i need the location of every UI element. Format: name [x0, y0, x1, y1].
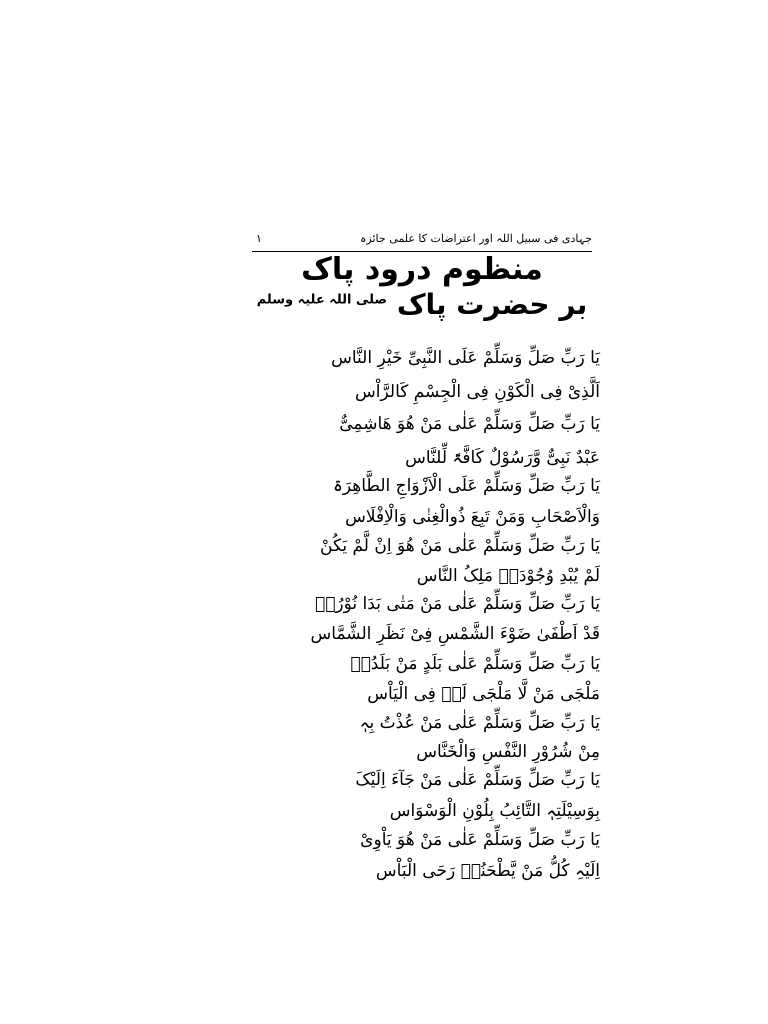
verse-line: یَا رَبِّ صَلِّ وَسَلِّمْ عَلٰی بَلَدٍ مَنْ بَلَدُہٗ [350, 654, 600, 674]
running-header-title: جہادی فی سبیل اللہ اور اعتراضات کا علمی جائزہ [359, 232, 592, 245]
verse-line: لَمْ یُبْدِ وُجُوْدَہٗ مَلِکُ النَّاس [416, 566, 600, 586]
running-header [252, 232, 592, 252]
verse-line: یَا رَبِّ صَلِّ وَسَلِّمْ عَلٰی مَنْ ھُوَ یَاْوِیْ [360, 830, 600, 850]
verse-line: اِلَیْہِ کُلُّ مَنْ یَّطْحَنُہٗ رَحَی الْبَاْس [375, 861, 600, 881]
verse-line: یَا رَبِّ صَلِّ وَسَلِّمْ عَلَی النَّبِیِّ خَیْرِ النَّاس [331, 348, 600, 368]
honorific-text: صلی اللہ علیہ وسلم [256, 292, 388, 308]
verse-line: بِوَسِیْلَتِہٖ التَّائِبُ بِلُوْنِ الْوَسْوَاس [389, 801, 600, 821]
page-title: منظوم درود پاک [301, 252, 543, 287]
verse-line: اَلَّذِیْ فِی الْکَوْنِ فِی الْجِسْمِ کَالرَّاْس [355, 382, 600, 402]
page-number: ۱ [256, 232, 262, 245]
verse-line: مَلْجَی مَنْ لَّا مَلْجَی لَہٗ فِی الْیَاْس [367, 684, 600, 704]
verse-line: مِنْ شُرُوْرِ النَّفْسِ وَالْخَنَّاس [416, 742, 600, 762]
verse-line: وَالْاَصْحَابِ وَمَنْ تَبِعَ ذُوالْغِنٰی وَالْاِفْلَاس [345, 507, 600, 527]
verse-line: یَا رَبِّ صَلِّ وَسَلِّمْ عَلَی الْاَزْوَاجِ الطَّاھِرَۃ [332, 476, 600, 496]
verse-line: یَا رَبِّ صَلِّ وَسَلِّمْ عَلٰی مَنْ ھُوَ ھَاشِمِیٌّ [339, 414, 600, 434]
verse-line: عَبْدٌ نَبِیٌّ وَّرَسُوْلٌ کَافَّۃً لِّلنَّاس [405, 448, 600, 468]
subtitle-text: بر حضرت پاک [396, 288, 588, 321]
verse-line: یَا رَبِّ صَلِّ وَسَلِّمْ عَلٰی مَنْ جَآءَ اِلَیْکَ [355, 770, 600, 790]
page-subtitle [252, 288, 592, 321]
verse-line: یَا رَبِّ صَلِّ وَسَلِّمْ عَلٰی مَنْ مَتٰی بَدَا نُوْرُہٗ [315, 594, 600, 614]
verse-line: قَدْ اَطْفَیٰ ضَوْءَ الشَّمْسِ فِیْ نَظَرِ الشَّمَّاس [310, 624, 600, 644]
verse-line: یَا رَبِّ صَلِّ وَسَلِّمْ عَلٰی مَنْ عُذْتُ بِہٖ [359, 713, 600, 733]
verse-line: یَا رَبِّ صَلِّ وَسَلِّمْ عَلٰی مَنْ ھُوَ اِنْ لَّمْ یَکُنْ [320, 536, 600, 556]
